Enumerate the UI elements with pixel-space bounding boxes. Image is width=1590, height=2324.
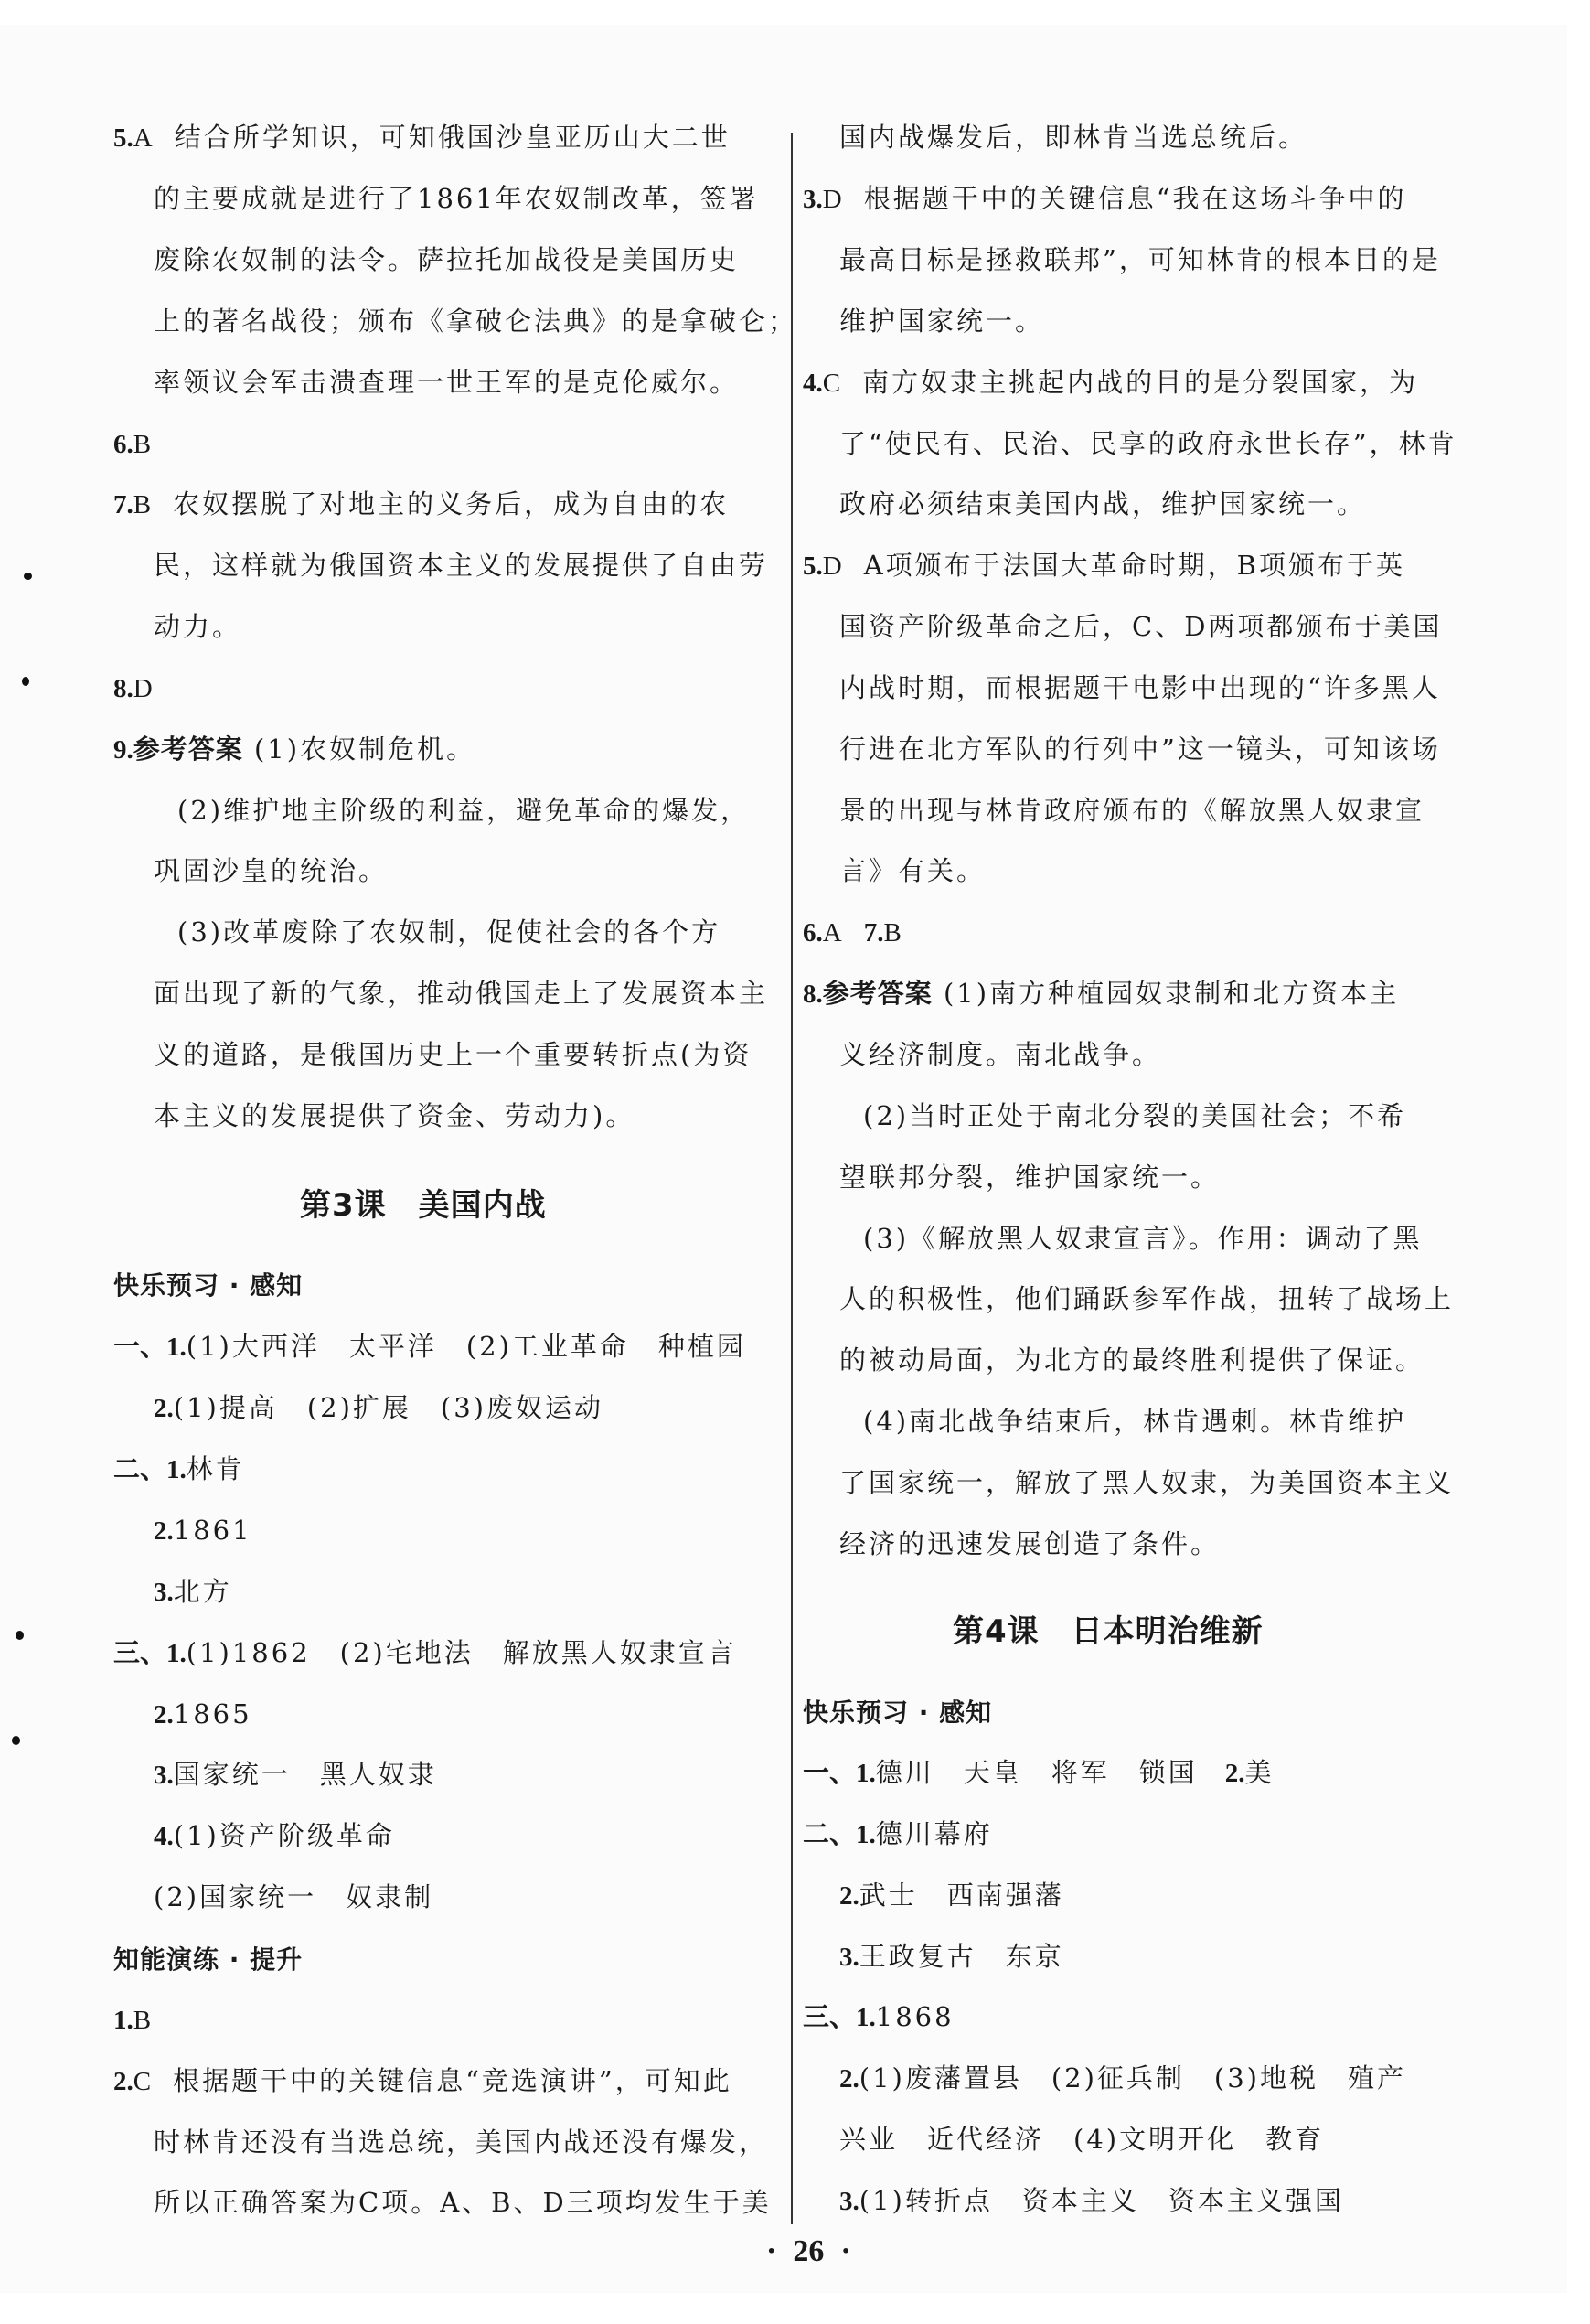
answer-9: 9.参考答案 (1)农奴制危机。 — [113, 734, 476, 765]
answer-5-line: 率领议会军击溃查理一世王军的是克伦威尔。 — [154, 367, 740, 398]
practice-2-line: 所以正确答案为C项。A、B、D三项均发生于美 — [154, 2187, 772, 2218]
preview-3-2: 2.(1)废藩置县 (2)征兵制 (3)地税 殖产 — [839, 2062, 1406, 2094]
practice-2-continued: 国内战爆发后，即林肯当选总统后。 — [839, 122, 1308, 153]
preview-3-2: 2.1865 — [154, 1698, 252, 1730]
section-preview-heading: 快乐预习 · 感知 — [803, 1697, 993, 1728]
answer-6: 6.B — [113, 430, 152, 459]
practice-3-line: 维护国家统一。 — [839, 305, 1045, 337]
practice-5-line: 内战时期，而根据题干电影中出现的“许多黑人 — [839, 672, 1441, 703]
practice-8-line: (3)《解放黑人奴隶宣言》。作用：调动了黑 — [863, 1223, 1423, 1254]
page-number: · 26 · — [766, 2234, 851, 2268]
practice-2-line: 时林肯还没有当选总统，美国内战还没有爆发， — [154, 2126, 769, 2158]
answer-5-line: 的主要成就是进行了1861年农奴制改革，签署 — [154, 183, 759, 214]
practice-3: 3.D 根据题干中的关键信息“我在这场斗争中的 — [803, 183, 1407, 214]
page-number-dot: · — [766, 2234, 777, 2268]
answer-9-line: 面出现了新的气象，推动俄国走上了发展资本主 — [154, 978, 769, 1009]
preview-3-4b: (2)国家统一 奴隶制 — [154, 1881, 434, 1912]
practice-6-7: 6.A 7.B — [803, 918, 902, 948]
preview-3-4: 4.(1)资产阶级革命 — [154, 1820, 395, 1851]
answer-8: 8.D — [113, 674, 153, 703]
practice-4: 4.C 南方奴隶主挑起内战的目的是分裂国家，为 — [803, 367, 1419, 398]
practice-2: 2.C 根据题干中的关键信息“竞选演讲”，可知此 — [113, 2065, 732, 2096]
practice-5-line: 景的出现与林肯政府颁布的《解放黑人奴隶宣 — [839, 795, 1425, 826]
answer-7-line: 动力。 — [154, 611, 242, 642]
practice-8-line: 义经济制度。南北战争。 — [839, 1039, 1162, 1070]
preview-1-2: 2.(1)提高 (2)扩展 (3)废奴运动 — [154, 1392, 603, 1423]
preview-1-1: 一、1.(1)大西洋 太平洋 (2)工业革命 种植园 — [113, 1331, 746, 1362]
practice-3-line: 最高目标是拯救联邦”，可知林肯的根本目的是 — [839, 244, 1441, 275]
preview-3-3: 3.(1)转折点 资本主义 资本主义强国 — [839, 2185, 1344, 2216]
answer-5: 5.A 结合所学知识，可知俄国沙皇亚历山大二世 — [113, 122, 731, 153]
practice-5: 5.D A项颁布于法国大革命时期，B项颁布于英 — [803, 550, 1405, 581]
practice-8-line: 的被动局面，为北方的最终胜利提供了保证。 — [839, 1344, 1425, 1376]
preview-3-2-cont: 兴业 近代经济 (4)文明开化 教育 — [839, 2124, 1325, 2155]
section-preview-heading: 快乐预习 · 感知 — [113, 1270, 304, 1301]
preview-2-3: 3.北方 — [154, 1576, 232, 1607]
practice-1: 1.B — [113, 2006, 152, 2035]
answer-5-line: 上的著名战役；颁布《拿破仑法典》的是拿破仑； — [154, 305, 798, 337]
answer-9-line: (3)改革废除了农奴制，促使社会的各个方 — [177, 916, 721, 948]
preview-3-1: 三、1.(1)1862 (2)宅地法 解放黑人奴隶宣言 — [113, 1637, 737, 1668]
answer-9-line: 巩固沙皇的统治。 — [154, 855, 389, 886]
practice-4-line: 政府必须结束美国内战，维护国家统一。 — [839, 488, 1367, 519]
lesson-4-title: 第4课 日本明治维新 — [953, 1613, 1264, 1650]
scan-speck — [24, 573, 32, 580]
practice-5-line: 言》有关。 — [839, 855, 987, 886]
scan-speck — [22, 677, 29, 686]
column-divider — [791, 133, 793, 2224]
preview-2-2: 2.武士 西南强藩 — [839, 1880, 1064, 1911]
answer-7-line: 民，这样就为俄国资本主义的发展提供了自由劳 — [154, 550, 769, 581]
preview-3-1: 三、1.1868 — [803, 2001, 955, 2032]
preview-1-1: 一、1.德川 天皇 将军 锁国 2.美 — [803, 1757, 1275, 1788]
preview-2-3: 3.王政复古 东京 — [839, 1941, 1064, 1972]
practice-5-line: 行进在北方军队的行列中”这一镜头，可知该场 — [839, 734, 1441, 765]
section-practice-heading: 知能演练 · 提升 — [113, 1944, 304, 1975]
practice-8-line: (4)南北战争结束后，林肯遇刺。林肯维护 — [863, 1406, 1407, 1437]
practice-4-line: 了“使民有、民治、民享的政府永世长存”，林肯 — [839, 428, 1457, 459]
practice-8-line: 了国家统一，解放了黑人奴隶，为美国资本主义 — [839, 1467, 1455, 1498]
practice-8-line: 望联邦分裂，维护国家统一。 — [839, 1162, 1221, 1193]
preview-2-1: 二、1.林肯 — [113, 1453, 245, 1484]
preview-3-3: 3.国家统一 黑人奴隶 — [154, 1759, 437, 1790]
lesson-3-title: 第3课 美国内战 — [300, 1187, 547, 1224]
practice-8-line: (2)当时正处于南北分裂的美国社会；不希 — [863, 1100, 1407, 1131]
scan-speck — [16, 1631, 24, 1640]
practice-8-line: 人的积极性，他们踊跃参军作战，扭转了战场上 — [839, 1283, 1455, 1314]
answer-5-line: 废除农奴制的法令。萨拉托加战役是美国历史 — [154, 244, 740, 275]
answer-9-line: (2)维护地主阶级的利益，避免革命的爆发， — [177, 795, 751, 826]
scan-speck — [12, 1736, 20, 1745]
page-number-dot: · — [840, 2234, 851, 2268]
answer-9-line: 本主义的发展提供了资金、劳动力)。 — [154, 1100, 635, 1131]
preview-2-2: 2.1861 — [154, 1515, 252, 1546]
answer-7: 7.B 农奴摆脱了对地主的义务后，成为自由的农 — [113, 488, 730, 519]
practice-8-line: 经济的迅速发展创造了条件。 — [839, 1528, 1221, 1559]
practice-5-line: 国资产阶级革命之后，C、D两项都颁布于美国 — [839, 611, 1443, 642]
preview-2-1: 二、1.德川幕府 — [803, 1818, 993, 1849]
practice-8: 8.参考答案 (1)南方种植园奴隶制和北方资本主 — [803, 978, 1400, 1009]
answer-9-line: 义的道路，是俄国历史上一个重要转折点(为资 — [154, 1039, 752, 1070]
